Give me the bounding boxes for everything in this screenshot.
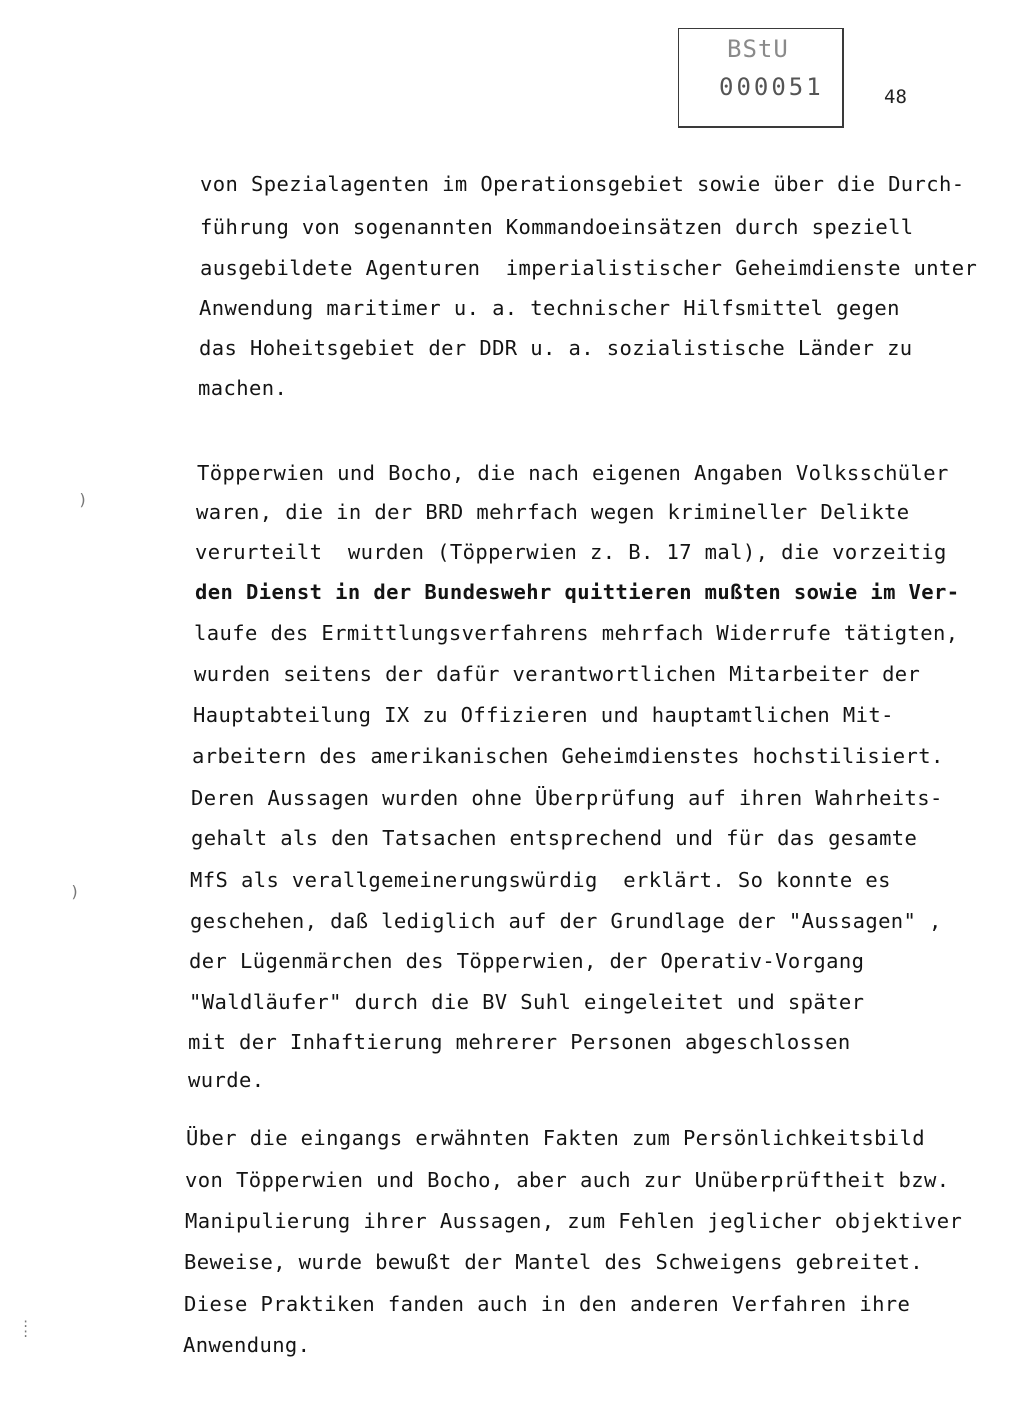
text-line: mit der Inhaftierung mehrerer Personen abgeschlossen bbox=[188, 1030, 851, 1054]
text-line: der Lügenmärchen des Töpperwien, der Operativ-Vorgang bbox=[189, 949, 865, 973]
text-line: wurden seitens der dafür verantwortlichen Mitarbeiter der bbox=[194, 662, 921, 686]
text-line: machen. bbox=[198, 376, 288, 400]
margin-mark: ) bbox=[78, 490, 88, 509]
text-line: von Töpperwien und Bocho, aber auch zur Unüberprüftheit bzw. bbox=[185, 1168, 950, 1192]
text-line: verurteilt wurden (Töpperwien z. B. 17 mal), die vorzeitig bbox=[195, 540, 947, 564]
text-line: von Spezialagenten im Operationsgebiet sowie über die Durch- bbox=[200, 172, 965, 196]
text-line: Töpperwien und Bocho, die nach eigenen Angaben Volksschüler bbox=[197, 461, 949, 485]
margin-mark: : : bbox=[22, 1316, 30, 1340]
text-line: Anwendung maritimer u. a. technischer Hilfsmittel gegen bbox=[199, 296, 900, 320]
text-line: Anwendung. bbox=[183, 1333, 311, 1357]
text-line: das Hoheitsgebiet der DDR u. a. sozialistische Länder zu bbox=[199, 336, 913, 360]
text-line: gehalt als den Tatsachen entsprechend und für das gesamte bbox=[191, 826, 918, 850]
text-line: Manipulierung ihrer Aussagen, zum Fehlen jeglicher objektiver bbox=[185, 1209, 963, 1233]
text-line: "Waldläufer" durch die BV Suhl eingeleitet und später bbox=[189, 990, 865, 1014]
text-line: Diese Praktiken fanden auch in den anderen Verfahren ihre bbox=[184, 1292, 911, 1316]
text-line: laufe des Ermittlungsverfahrens mehrfach Widerrufe tätigten, bbox=[194, 621, 959, 645]
archive-stamp-number: 000051 bbox=[719, 73, 824, 101]
text-line: wurde. bbox=[188, 1068, 265, 1092]
archive-stamp bbox=[678, 28, 844, 128]
page-number: 48 bbox=[884, 86, 907, 108]
text-line: Deren Aussagen wurden ohne Überprüfung auf ihren Wahrheits- bbox=[191, 786, 943, 810]
margin-mark: ) bbox=[70, 882, 80, 901]
text-line: den Dienst in der Bundeswehr quittieren mußten sowie im Ver- bbox=[195, 580, 960, 604]
text-line: führung von sogenannten Kommandoeinsätzen durch speziell bbox=[200, 215, 914, 239]
text-line: waren, die in der BRD mehrfach wegen krimineller Delikte bbox=[196, 500, 910, 524]
text-line: MfS als verallgemeinerungswürdig erklärt. So konnte es bbox=[190, 868, 891, 892]
text-line: ausgebildete Agenturen imperialistischer Geheimdienste unter bbox=[200, 256, 978, 280]
text-line: Über die eingangs erwähnten Fakten zum Persönlichkeitsbild bbox=[186, 1126, 926, 1150]
text-line: arbeitern des amerikanischen Geheimdienstes hochstilisiert. bbox=[192, 744, 944, 768]
text-line: geschehen, daß lediglich auf der Grundlage der "Aussagen" , bbox=[190, 909, 942, 933]
archive-stamp-org: BStU bbox=[727, 35, 789, 63]
text-line: Beweise, wurde bewußt der Mantel des Schweigens gebreitet. bbox=[184, 1250, 924, 1274]
text-line: Hauptabteilung IX zu Offizieren und hauptamtlichen Mit- bbox=[193, 703, 894, 727]
